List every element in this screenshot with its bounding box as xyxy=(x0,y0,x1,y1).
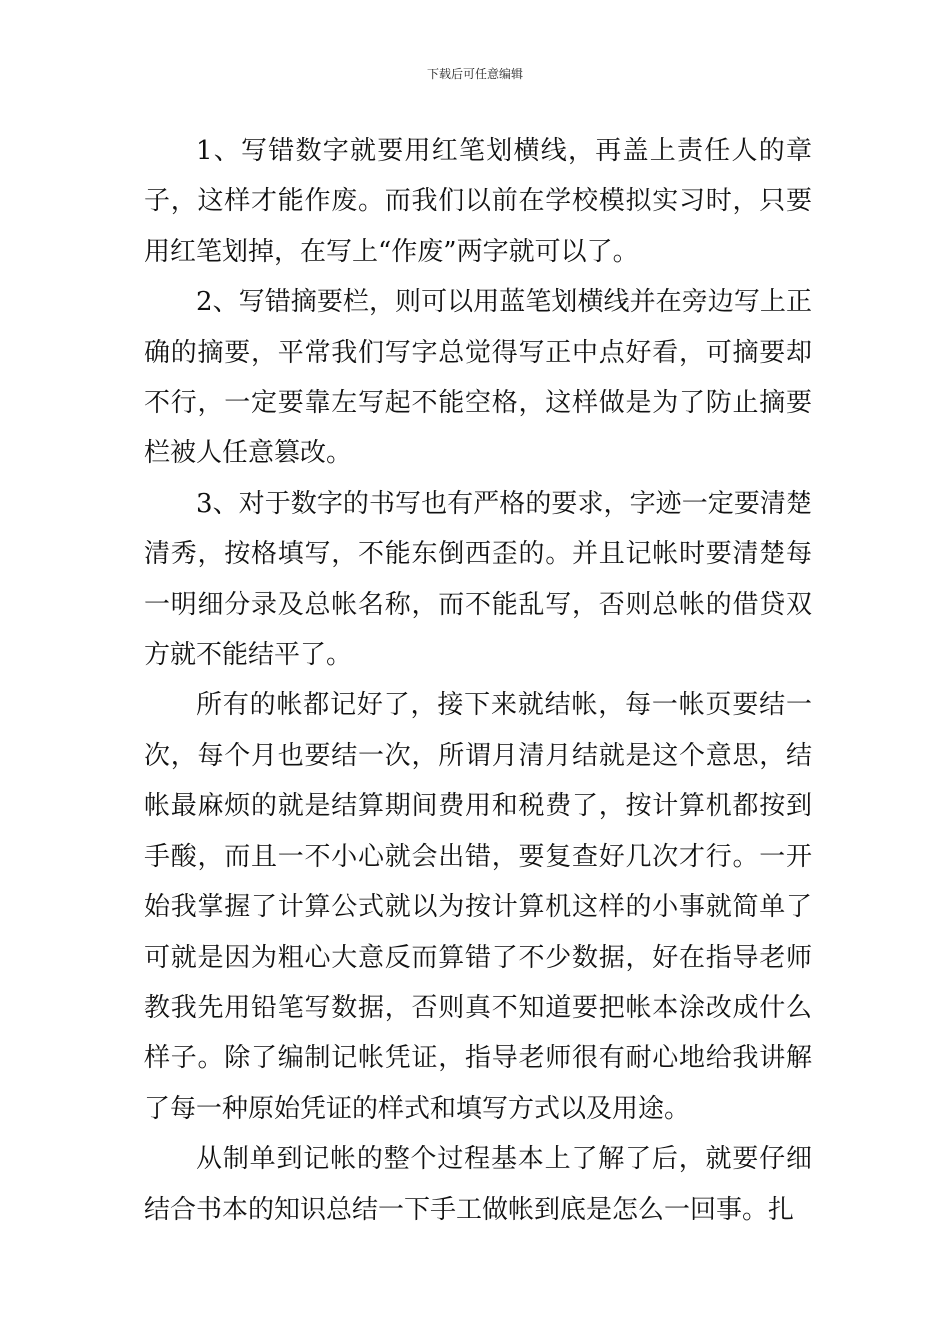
paragraph-4: 所有的帐都记好了，接下来就结帐，每一帐页要结一次，每个月也要结一次，所谓月清月结就是这个意思，结帐最麻烦的就是结算期间费用和税费了，按计算机都按到手酸，而且一不小心就会出错，要复查好几次才行。一开始我掌握了计算公式就以为按计算机这样的小事就简单了可就是因为粗心大意反而算错了不少数据，好在指导老师教我先用铅笔写数据，否则真不知道要把帐本涂改成什么样子。除了编制记帐凭证，指导老师很有耐心地给我讲解了每一种原始凭证的样式和填写方式以及用途。 xyxy=(144,690,812,1124)
document-body xyxy=(144,126,812,1235)
paragraph-5: 从制单到记帐的整个过程基本上了解了后，就要仔细结合书本的知识总结一下手工做帐到底是怎么一回事。扎 xyxy=(144,1144,812,1225)
paragraph-1: 1、写错数字就要用红笔划横线，再盖上责任人的章子，这样才能作废。而我们以前在学校模拟实习时，只要用红笔划掉，在写上“作废”两字就可以了。 xyxy=(144,136,812,267)
paragraph-2: 2、写错摘要栏，则可以用蓝笔划横线并在旁边写上正确的摘要，平常我们写字总觉得写正中点好看，可摘要却不行，一定要靠左写起不能空格，这样做是为了防止摘要栏被人任意篡改。 xyxy=(144,287,812,469)
paragraph-3: 3、对于数字的书写也有严格的要求，字迹一定要清楚清秀，按格填写，不能东倒西歪的。并且记帐时要清楚每一明细分录及总帐名称，而不能乱写，否则总帐的借贷双方就不能结平了。 xyxy=(144,488,812,671)
page-header: 下载后可任意编辑 xyxy=(426,67,523,81)
